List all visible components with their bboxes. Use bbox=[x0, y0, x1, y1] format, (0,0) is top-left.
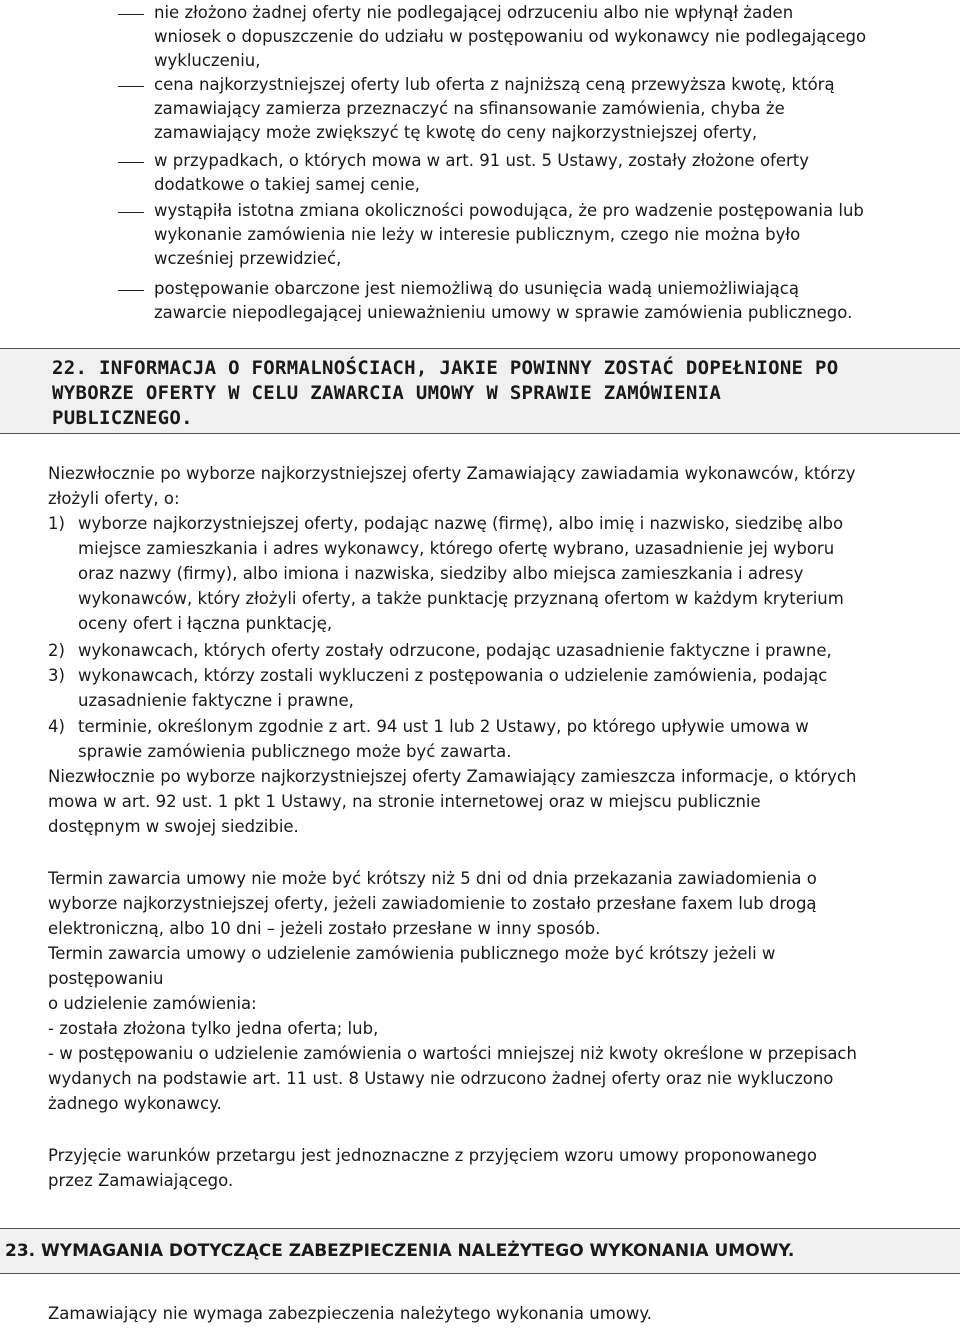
bullet-text: nie złożono żadnej oferty nie podlegającej odrzuceniu albo nie wpłynął żaden bbox=[154, 3, 794, 22]
publish-line: mowa w art. 92 ust. 1 pkt 1 Ustawy, na stronie internetowej oraz w miejscu publicznie bbox=[48, 792, 761, 811]
bullet-text: wykluczeniu, bbox=[154, 51, 261, 70]
bullet-text: wystąpiła istotna zmiana okoliczności powodująca, że pro wadzenie postępowania lub bbox=[154, 201, 864, 220]
term-line: wyborze najkorzystniejszej oferty, jeżeli zawiadomienie to zostało przesłane faxem lub drogą bbox=[48, 894, 817, 913]
term2-line: postępowaniu bbox=[48, 969, 164, 988]
item-number: 2) bbox=[48, 641, 65, 660]
intro-line: złożyli oferty, o: bbox=[48, 489, 180, 508]
bullet-text: wcześniej przewidzieć, bbox=[154, 249, 342, 268]
item-text: wyborze najkorzystniejszej oferty, podając nazwę (firmę), albo imię i nazwisko, siedzibę albo bbox=[78, 514, 844, 533]
item-text: miejsce zamieszkania i adres wykonawcy, którego ofertę wybrano, uzasadnienie jej wyboru bbox=[78, 539, 835, 558]
term2-line: wydanych na podstawie art. 11 ust. 8 Ustawy nie odrzucono żadnej oferty oraz nie wykluczono bbox=[48, 1069, 834, 1088]
bullet-text: dodatkowe o takiej samej cenie, bbox=[154, 175, 421, 194]
term-line: elektroniczną, albo 10 dni – jeżeli zostało przesłane w inny sposób. bbox=[48, 919, 601, 938]
bullet-text: zamawiający może zwiększyć tę kwotę do ceny najkorzystniejszej oferty, bbox=[154, 123, 758, 142]
section-23-text: Zamawiający nie wymaga zabezpieczenia należytego wykonania umowy. bbox=[48, 1304, 653, 1323]
item-text: oceny ofert i łączna punktację, bbox=[78, 614, 333, 633]
dash-bullet bbox=[118, 162, 144, 163]
bullet-text: w przypadkach, o których mowa w art. 91 ust. 5 Ustawy, zostały złożone oferty bbox=[154, 151, 810, 170]
dash-bullet bbox=[118, 212, 144, 213]
heading-line: 23. WYMAGANIA DOTYCZĄCE ZABEZPIECZENIA NALEŻYTEGO WYKONANIA UMOWY. bbox=[5, 1241, 795, 1261]
dash-bullet bbox=[118, 290, 144, 291]
item-text: sprawie zamówienia publicznego może być zawarta. bbox=[78, 742, 512, 761]
intro-line: Niezwłocznie po wyborze najkorzystniejszej oferty Zamawiający zawiadamia wykonawców, którzy bbox=[48, 464, 856, 483]
section-22-heading bbox=[0, 348, 960, 434]
dash-bullet bbox=[118, 86, 144, 87]
item-text: wykonawców, który złożyli oferty, a także punktację przyznaną ofertom w każdym kryterium bbox=[78, 589, 844, 608]
item-text: oraz nazwy (firmy), albo imiona i nazwiska, siedziby albo miejsca zamieszkania i adresy bbox=[78, 564, 804, 583]
item-number: 4) bbox=[48, 717, 65, 736]
acceptance-line: Przyjęcie warunków przetargu jest jednoznaczne z przyjęciem wzoru umowy proponowanego bbox=[48, 1146, 817, 1165]
bullet-text: zawarcie niepodlegającej unieważnieniu umowy w sprawie zamówienia publicznego. bbox=[154, 303, 853, 322]
term-line: Termin zawarcia umowy nie może być krótszy niż 5 dni od dnia przekazania zawiadomienia o bbox=[48, 869, 817, 888]
heading-line: 22. INFORMACJA O FORMALNOŚCIACH, JAKIE POWINNY ZOSTAĆ DOPEŁNIONE PO bbox=[52, 357, 839, 379]
bullet-text: wniosek o dopuszczenie do udziału w postępowaniu od wykonawcy nie podlegającego bbox=[154, 27, 867, 46]
heading-line: PUBLICZNEGO. bbox=[52, 407, 193, 429]
term2-line: Termin zawarcia umowy o udzielenie zamówienia publicznego może być krótszy jeżeli w bbox=[48, 944, 776, 963]
dash-bullet bbox=[118, 14, 144, 15]
term2-line: - w postępowaniu o udzielenie zamówienia o wartości mniejszej niż kwoty określone w przepisach bbox=[48, 1044, 857, 1063]
term2-line: - została złożona tylko jedna oferta; lub, bbox=[48, 1019, 379, 1038]
publish-line: Niezwłocznie po wyborze najkorzystniejszej oferty Zamawiający zamieszcza informacje, o których bbox=[48, 767, 857, 786]
item-text: wykonawcach, których oferty zostały odrzucone, podając uzasadnienie faktyczne i prawne, bbox=[78, 641, 832, 660]
acceptance-line: przez Zamawiającego. bbox=[48, 1171, 234, 1190]
item-text: uzasadnienie faktyczne i prawne, bbox=[78, 691, 354, 710]
item-number: 1) bbox=[48, 514, 65, 533]
item-number: 3) bbox=[48, 666, 65, 685]
item-text: wykonawcach, którzy zostali wykluczeni z postępowania o udzielenie zamówienia, podając bbox=[78, 666, 828, 685]
heading-line: WYBORZE OFERTY W CELU ZAWARCIA UMOWY W SPRAWIE ZAMÓWIENIA bbox=[52, 382, 722, 404]
bullet-text: zamawiający zamierza przeznaczyć na sfinansowanie zamówienia, chyba że bbox=[154, 99, 785, 118]
bullet-text: postępowanie obarczone jest niemożliwą do usunięcia wadą uniemożliwiającą bbox=[154, 279, 799, 298]
bullet-text: cena najkorzystniejszej oferty lub oferta z najniższą ceną przewyższa kwotę, którą bbox=[154, 75, 835, 94]
publish-line: dostępnym w swojej siedzibie. bbox=[48, 817, 299, 836]
term2-line: żadnego wykonawcy. bbox=[48, 1094, 222, 1113]
bullet-text: wykonanie zamówienia nie leży w interesie publicznym, czego nie można było bbox=[154, 225, 801, 244]
term2-line: o udzielenie zamówienia: bbox=[48, 994, 257, 1013]
section-23-heading bbox=[0, 1228, 960, 1274]
item-text: terminie, określonym zgodnie z art. 94 ust 1 lub 2 Ustawy, po którego upływie umowa w bbox=[78, 717, 809, 736]
